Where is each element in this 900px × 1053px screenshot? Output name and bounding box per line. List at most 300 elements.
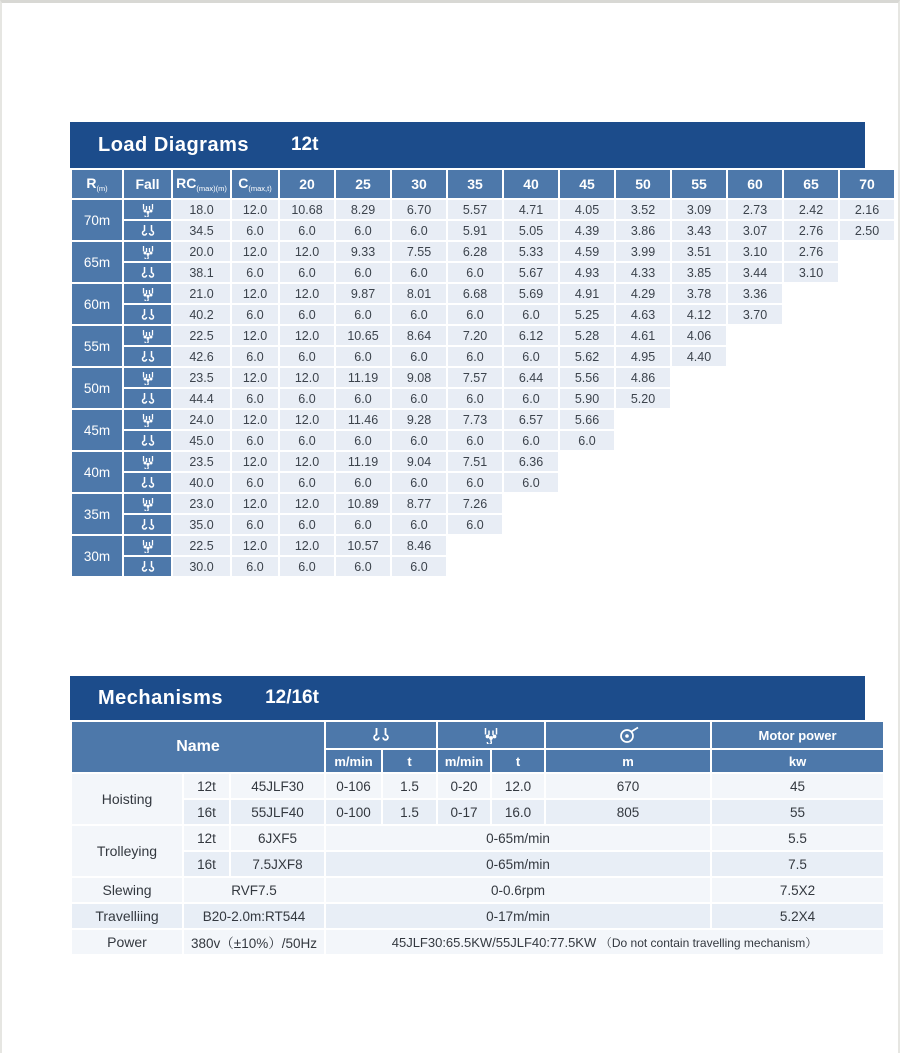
rc-max-value: 24.0: [173, 410, 230, 429]
four-fall-icon-cell: [124, 326, 171, 345]
load-cell: 6.0: [448, 515, 502, 534]
load-cell: 6.0: [280, 557, 334, 576]
load-row: [72, 305, 894, 324]
empty-cell: [616, 557, 670, 576]
empty-cell: [728, 494, 782, 513]
radius-label: 30m: [72, 536, 122, 576]
rc-max-value: 22.5: [173, 536, 230, 555]
col-header-radius: $R_{(m)}$: [72, 170, 122, 198]
empty-cell: [840, 389, 894, 408]
rc-max-value: 44.4: [173, 389, 230, 408]
two-fall-icon: [124, 308, 171, 322]
two-fall-icon: [124, 392, 171, 406]
empty-cell: [784, 326, 838, 345]
radius-label: 55m: [72, 326, 122, 366]
empty-cell: [672, 410, 726, 429]
trolleying-speed: 0-65m/min: [326, 852, 710, 876]
mechanisms-capacity: 12/16t: [265, 687, 319, 708]
load-cell: 4.40: [672, 347, 726, 366]
load-cell: 5.90: [560, 389, 614, 408]
mechanisms-title-bar: [70, 676, 865, 720]
motor-power-header: Motor power: [712, 722, 883, 748]
c-max-value: 12.0: [232, 494, 278, 513]
travelling-label: Travelliing: [72, 904, 182, 928]
load-cell: 6.0: [280, 431, 334, 450]
radius-label: 65m: [72, 242, 122, 282]
load-cell: 3.09: [672, 200, 726, 219]
four-fall-icon: [124, 329, 171, 343]
slewing-power: 7.5X2: [712, 878, 883, 902]
load-cell: 12.0: [280, 452, 334, 471]
empty-cell: [504, 536, 558, 555]
load-cell: 12.0: [280, 410, 334, 429]
col-header-radius-65: 65: [784, 170, 838, 198]
empty-cell: [616, 452, 670, 471]
col-header-radius-40: 40: [504, 170, 558, 198]
load-cell: 4.39: [560, 221, 614, 240]
empty-cell: [448, 557, 502, 576]
four-fall-icon: [124, 413, 171, 427]
rc-max-value: 40.2: [173, 305, 230, 324]
two-fall-hook-icon-cell: [326, 722, 436, 748]
c-max-value: 6.0: [232, 347, 278, 366]
load-cell: 6.0: [280, 515, 334, 534]
mech-row: [72, 904, 883, 928]
mech-row: [72, 800, 883, 824]
load-cell: 4.71: [504, 200, 558, 219]
empty-cell: [728, 347, 782, 366]
load-cell: 4.63: [616, 305, 670, 324]
travelling-power: 5.2X4: [712, 904, 883, 928]
load-cell: 6.0: [448, 431, 502, 450]
load-cell: 4.05: [560, 200, 614, 219]
load-cell: 8.46: [392, 536, 446, 555]
empty-cell: [840, 557, 894, 576]
four-fall-icon-cell: [124, 536, 171, 555]
load-cell: 4.95: [616, 347, 670, 366]
rc-max-value: 42.6: [173, 347, 230, 366]
load-cell: 10.89: [336, 494, 390, 513]
load-cell: 2.76: [784, 221, 838, 240]
radius-label: 35m: [72, 494, 122, 534]
rope-drum-icon-cell: [546, 722, 710, 748]
mechanisms-section: [70, 676, 865, 956]
col-header-radius-70: 70: [840, 170, 894, 198]
load-row: [72, 242, 894, 261]
empty-cell: [728, 389, 782, 408]
mechanisms-table: [70, 720, 885, 956]
load-cell: 6.0: [392, 473, 446, 492]
radius-label: 60m: [72, 284, 122, 324]
empty-cell: [672, 557, 726, 576]
four-fall-icon: [124, 371, 171, 385]
trolleying-power: 7.5: [712, 852, 883, 876]
empty-cell: [784, 494, 838, 513]
trolleying-label: Trolleying: [72, 826, 182, 876]
empty-cell: [784, 557, 838, 576]
load-cell: 2.50: [840, 221, 894, 240]
load-cell: 2.16: [840, 200, 894, 219]
radius-label: 45m: [72, 410, 122, 450]
load-cell: 6.0: [336, 557, 390, 576]
empty-cell: [784, 284, 838, 303]
load-cell: 6.0: [336, 515, 390, 534]
load-cell: 6.0: [280, 389, 334, 408]
load-row: [72, 557, 894, 576]
load-cell: 4.33: [616, 263, 670, 282]
load-cell: 6.44: [504, 368, 558, 387]
load-cell: 3.70: [728, 305, 782, 324]
load-row: [72, 389, 894, 408]
empty-cell: [728, 515, 782, 534]
load-row: [72, 494, 894, 513]
empty-cell: [672, 515, 726, 534]
hoisting-speed2: 0-20: [438, 774, 490, 798]
load-cell: 6.68: [448, 284, 502, 303]
two-fall-icon-cell: [124, 305, 171, 324]
empty-cell: [840, 326, 894, 345]
load-cell: 5.56: [560, 368, 614, 387]
empty-cell: [672, 389, 726, 408]
load-cell: 3.51: [672, 242, 726, 261]
load-cell: 6.0: [280, 263, 334, 282]
col-header-radius-50: 50: [616, 170, 670, 198]
load-cell: 4.59: [560, 242, 614, 261]
empty-cell: [784, 347, 838, 366]
load-diagrams-title: Load Diagrams: [98, 133, 249, 156]
empty-cell: [560, 536, 614, 555]
mech-row: [72, 852, 883, 876]
empty-cell: [616, 431, 670, 450]
load-row: [72, 452, 894, 471]
load-cell: 3.07: [728, 221, 782, 240]
empty-cell: [560, 494, 614, 513]
rc-max-value: 34.5: [173, 221, 230, 240]
load-cell: 6.0: [448, 389, 502, 408]
load-diagrams-section: [70, 122, 880, 578]
four-fall-icon: [124, 539, 171, 553]
radius-label: 70m: [72, 200, 122, 240]
col-header-radius-20: 20: [280, 170, 334, 198]
four-fall-icon: [124, 245, 171, 259]
hoisting-cap2: 12.0: [492, 774, 544, 798]
unit-header: m: [546, 750, 710, 772]
four-fall-icon-cell: [124, 494, 171, 513]
load-cell: 8.29: [336, 200, 390, 219]
load-cell: 6.0: [280, 347, 334, 366]
two-fall-icon-cell: [124, 557, 171, 576]
load-cell: 6.0: [392, 305, 446, 324]
two-fall-icon-cell: [124, 431, 171, 450]
load-cell: 5.62: [560, 347, 614, 366]
load-cell: 6.0: [448, 347, 502, 366]
empty-cell: [840, 494, 894, 513]
c-max-value: 6.0: [232, 221, 278, 240]
load-cell: 12.0: [280, 326, 334, 345]
load-cell: 7.73: [448, 410, 502, 429]
load-cell: 7.57: [448, 368, 502, 387]
radius-label: 40m: [72, 452, 122, 492]
load-cell: 6.0: [336, 305, 390, 324]
empty-cell: [840, 473, 894, 492]
empty-cell: [560, 452, 614, 471]
two-fall-icon-cell: [124, 263, 171, 282]
load-cell: 10.65: [336, 326, 390, 345]
two-fall-icon-cell: [124, 515, 171, 534]
empty-cell: [840, 305, 894, 324]
rc-max-value: 21.0: [173, 284, 230, 303]
hoisting-cap1: 1.5: [383, 774, 436, 798]
four-fall-icon: [124, 287, 171, 301]
empty-cell: [560, 557, 614, 576]
power-supply: 380v（±10%）/50Hz: [184, 930, 324, 954]
hoisting-model: 55JLF40: [231, 800, 324, 824]
load-cell: 6.0: [392, 347, 446, 366]
c-max-value: 12.0: [232, 410, 278, 429]
empty-cell: [728, 473, 782, 492]
rc-max-value: 23.5: [173, 452, 230, 471]
mech-table-body: [72, 774, 883, 954]
two-fall-icon-cell: [124, 389, 171, 408]
empty-cell: [840, 431, 894, 450]
load-cell: 12.0: [280, 494, 334, 513]
load-cell: 4.86: [616, 368, 670, 387]
load-cell: 5.69: [504, 284, 558, 303]
rc-max-value: 18.0: [173, 200, 230, 219]
load-row: [72, 368, 894, 387]
load-row: [72, 410, 894, 429]
two-fall-icon: [124, 476, 171, 490]
load-cell: 6.0: [504, 473, 558, 492]
load-cell: 6.36: [504, 452, 558, 471]
col-header-radius-60: 60: [728, 170, 782, 198]
load-cell: 5.67: [504, 263, 558, 282]
two-fall-hook-icon: [326, 727, 436, 744]
col-header-radius-30: 30: [392, 170, 446, 198]
load-cell: 5.28: [560, 326, 614, 345]
load-cell: 3.44: [728, 263, 782, 282]
load-diagrams-capacity: 12t: [290, 134, 319, 155]
load-cell: 3.86: [616, 221, 670, 240]
mech-row: [72, 878, 883, 902]
load-cell: 11.46: [336, 410, 390, 429]
load-cell: 6.0: [504, 431, 558, 450]
load-cell: 8.77: [392, 494, 446, 513]
empty-cell: [448, 536, 502, 555]
trolleying-speed: 0-65m/min: [326, 826, 710, 850]
load-cell: 11.19: [336, 452, 390, 471]
empty-cell: [784, 452, 838, 471]
load-cell: 3.43: [672, 221, 726, 240]
load-cell: 8.01: [392, 284, 446, 303]
load-cell: 11.19: [336, 368, 390, 387]
empty-cell: [616, 536, 670, 555]
c-max-value: 6.0: [232, 389, 278, 408]
travelling-model: B20-2.0m:RT544: [184, 904, 324, 928]
c-max-value: 6.0: [232, 473, 278, 492]
load-cell: 6.0: [392, 263, 446, 282]
load-cell: 6.0: [392, 557, 446, 576]
rc-max-value: 23.0: [173, 494, 230, 513]
empty-cell: [784, 473, 838, 492]
load-diagrams-table: [70, 168, 896, 578]
power-note-detail: （Do not contain travelling mechanism）: [599, 935, 818, 950]
load-cell: 7.51: [448, 452, 502, 471]
load-diagrams-title-bar: [70, 122, 865, 168]
name-header: Name: [72, 722, 324, 772]
load-cell: 3.85: [672, 263, 726, 282]
mechanisms-title: Mechanisms: [98, 686, 224, 709]
radius-label: 50m: [72, 368, 122, 408]
two-fall-icon: [124, 350, 171, 364]
load-cell: 4.91: [560, 284, 614, 303]
trolleying-model: 6JXF5: [231, 826, 324, 850]
load-cell: 6.0: [392, 515, 446, 534]
slewing-model: RVF7.5: [184, 878, 324, 902]
empty-cell: [672, 431, 726, 450]
load-cell: 4.93: [560, 263, 614, 282]
hoisting-power: 45: [712, 774, 883, 798]
empty-cell: [728, 557, 782, 576]
load-cell: 5.05: [504, 221, 558, 240]
hoisting-power: 55: [712, 800, 883, 824]
empty-cell: [616, 473, 670, 492]
mech-table-header: [72, 722, 883, 772]
load-cell: 6.0: [336, 263, 390, 282]
load-row: [72, 200, 894, 219]
hoisting-type: 16t: [184, 800, 229, 824]
load-cell: 3.99: [616, 242, 670, 261]
empty-cell: [616, 515, 670, 534]
load-cell: 3.10: [728, 242, 782, 261]
hoisting-speed2: 0-17: [438, 800, 490, 824]
empty-cell: [840, 347, 894, 366]
empty-cell: [672, 452, 726, 471]
c-max-value: 6.0: [232, 557, 278, 576]
empty-cell: [840, 368, 894, 387]
col-header-radius-55: 55: [672, 170, 726, 198]
load-cell: 3.10: [784, 263, 838, 282]
col-header-rc-max: $RC_{(max)(m)}$: [173, 170, 230, 198]
mech-row: [72, 826, 883, 850]
col-header-radius-45: 45: [560, 170, 614, 198]
two-fall-icon-cell: [124, 347, 171, 366]
load-cell: 12.0: [280, 242, 334, 261]
load-cell: 6.0: [504, 305, 558, 324]
load-cell: 2.76: [784, 242, 838, 261]
empty-cell: [728, 536, 782, 555]
c-max-value: 12.0: [232, 284, 278, 303]
load-cell: 8.64: [392, 326, 446, 345]
load-row: [72, 263, 894, 282]
load-cell: 12.0: [280, 536, 334, 555]
hoisting-rope: 805: [546, 800, 710, 824]
rc-max-value: 30.0: [173, 557, 230, 576]
four-fall-icon-cell: [124, 368, 171, 387]
load-cell: 6.12: [504, 326, 558, 345]
load-cell: 6.0: [448, 473, 502, 492]
load-cell: 6.0: [280, 473, 334, 492]
rc-max-value: 45.0: [173, 431, 230, 450]
c-max-value: 12.0: [232, 242, 278, 261]
c-max-value: 12.0: [232, 326, 278, 345]
load-table-header: [72, 170, 894, 198]
empty-cell: [784, 305, 838, 324]
load-cell: 6.0: [336, 431, 390, 450]
load-cell: 2.73: [728, 200, 782, 219]
load-cell: 5.33: [504, 242, 558, 261]
hoisting-speed1: 0-100: [326, 800, 381, 824]
empty-cell: [840, 284, 894, 303]
hoisting-speed1: 0-106: [326, 774, 381, 798]
load-cell: 6.0: [560, 431, 614, 450]
load-cell: 9.87: [336, 284, 390, 303]
empty-cell: [784, 368, 838, 387]
two-fall-icon: [124, 434, 171, 448]
four-fall-hook-icon: [438, 727, 544, 744]
empty-cell: [840, 515, 894, 534]
trolleying-power: 5.5: [712, 826, 883, 850]
unit-header: t: [492, 750, 544, 772]
load-cell: 12.0: [280, 368, 334, 387]
hoisting-label: Hoisting: [72, 774, 182, 824]
empty-cell: [504, 494, 558, 513]
four-fall-icon: [124, 203, 171, 217]
hoisting-type: 12t: [184, 774, 229, 798]
unit-header: t: [383, 750, 436, 772]
trolleying-model: 7.5JXF8: [231, 852, 324, 876]
load-cell: 4.61: [616, 326, 670, 345]
load-row: [72, 515, 894, 534]
unit-header: kw: [712, 750, 883, 772]
two-fall-icon: [124, 518, 171, 532]
empty-cell: [840, 242, 894, 261]
empty-cell: [784, 410, 838, 429]
rc-max-value: 20.0: [173, 242, 230, 261]
hoisting-cap1: 1.5: [383, 800, 436, 824]
load-cell: 6.0: [448, 305, 502, 324]
load-cell: 3.78: [672, 284, 726, 303]
four-fall-icon-cell: [124, 452, 171, 471]
load-cell: 7.20: [448, 326, 502, 345]
load-cell: 5.57: [448, 200, 502, 219]
c-max-value: 6.0: [232, 431, 278, 450]
four-fall-icon-cell: [124, 410, 171, 429]
travelling-speed: 0-17m/min: [326, 904, 710, 928]
unit-header: m/min: [326, 750, 381, 772]
load-cell: 9.04: [392, 452, 446, 471]
empty-cell: [840, 263, 894, 282]
empty-cell: [728, 368, 782, 387]
two-fall-icon: [124, 266, 171, 280]
load-cell: 6.0: [336, 221, 390, 240]
c-max-value: 12.0: [232, 452, 278, 471]
empty-cell: [784, 515, 838, 534]
slewing-speed: 0-0.6rpm: [326, 878, 710, 902]
unit-header: m/min: [438, 750, 490, 772]
empty-cell: [784, 536, 838, 555]
load-cell: 7.55: [392, 242, 446, 261]
load-cell: 3.52: [616, 200, 670, 219]
col-header-radius-25: 25: [336, 170, 390, 198]
load-cell: 5.20: [616, 389, 670, 408]
hoisting-cap2: 16.0: [492, 800, 544, 824]
four-fall-icon: [124, 455, 171, 469]
rc-max-value: 38.1: [173, 263, 230, 282]
load-row: [72, 431, 894, 450]
load-cell: 10.57: [336, 536, 390, 555]
four-fall-hook-icon-cell: [438, 722, 544, 748]
